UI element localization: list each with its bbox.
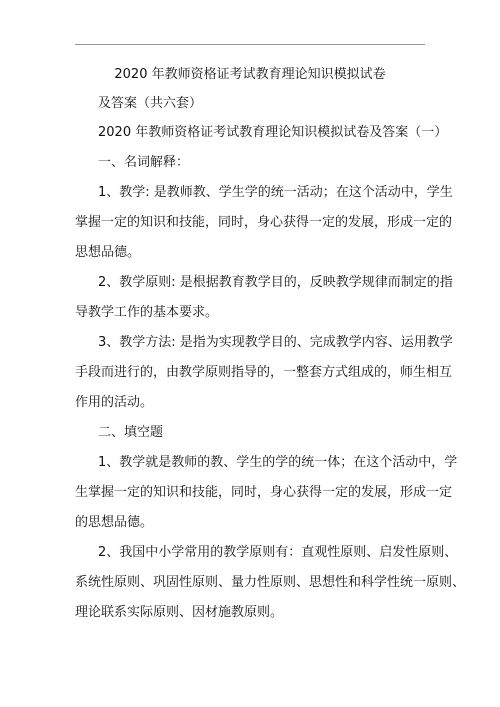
- header-rule: [75, 44, 425, 45]
- paragraph-line: 生掌握一定的知识和技能，同时，身心获得一定的发展，形成一定: [75, 485, 453, 500]
- document-title-line2: 及答案（共六套）: [98, 96, 203, 111]
- paragraph-line: 导教学工作的基本要求。: [75, 305, 219, 320]
- paragraph-line: 理论联系实际原则、因材施教原则。: [75, 605, 284, 620]
- paragraph-line: 2、教学原则: 是根据教育教学目的，反映教学规律而制定的指: [98, 275, 453, 290]
- document-subtitle: 2020 年教师资格证考试教育理论知识模拟试卷及答案（一）: [98, 125, 448, 140]
- paragraph-line: 系统性原则、巩固性原则、量力性原则、思想性和科学性统一原则、: [75, 575, 466, 590]
- paragraph-line: 3、教学方法: 是指为实现教学目的、完成教学内容、运用教学: [98, 335, 453, 350]
- section-heading-fill-blank: 二、填空题: [98, 425, 164, 440]
- paragraph-line: 1、教学: 是教师教、学生学的统一活动；在这个活动中，学生: [98, 185, 453, 200]
- paragraph-line: 掌握一定的知识和技能，同时，身心获得一定的发展，形成一定的: [75, 215, 453, 230]
- paragraph-line: 手段而进行的，由教学原则指导的，一整套方式组成的，师生相互: [75, 365, 453, 380]
- section-heading-definitions: 一、名词解释：: [98, 155, 190, 170]
- paragraph-line: 思想品德。: [75, 245, 141, 260]
- paragraph-line: 1、教学就是教师的教、学生的学的统一体；在这个活动中，学: [98, 455, 458, 470]
- document-title: 2020 年教师资格证考试教育理论知识模拟试卷: [114, 67, 386, 82]
- paragraph-line: 2、我国中小学常用的教学原则有：直观性原则、启发性原则、: [98, 545, 458, 560]
- paragraph-line: 的思想品德。: [75, 515, 154, 530]
- paragraph-line: 作用的活动。: [75, 395, 154, 410]
